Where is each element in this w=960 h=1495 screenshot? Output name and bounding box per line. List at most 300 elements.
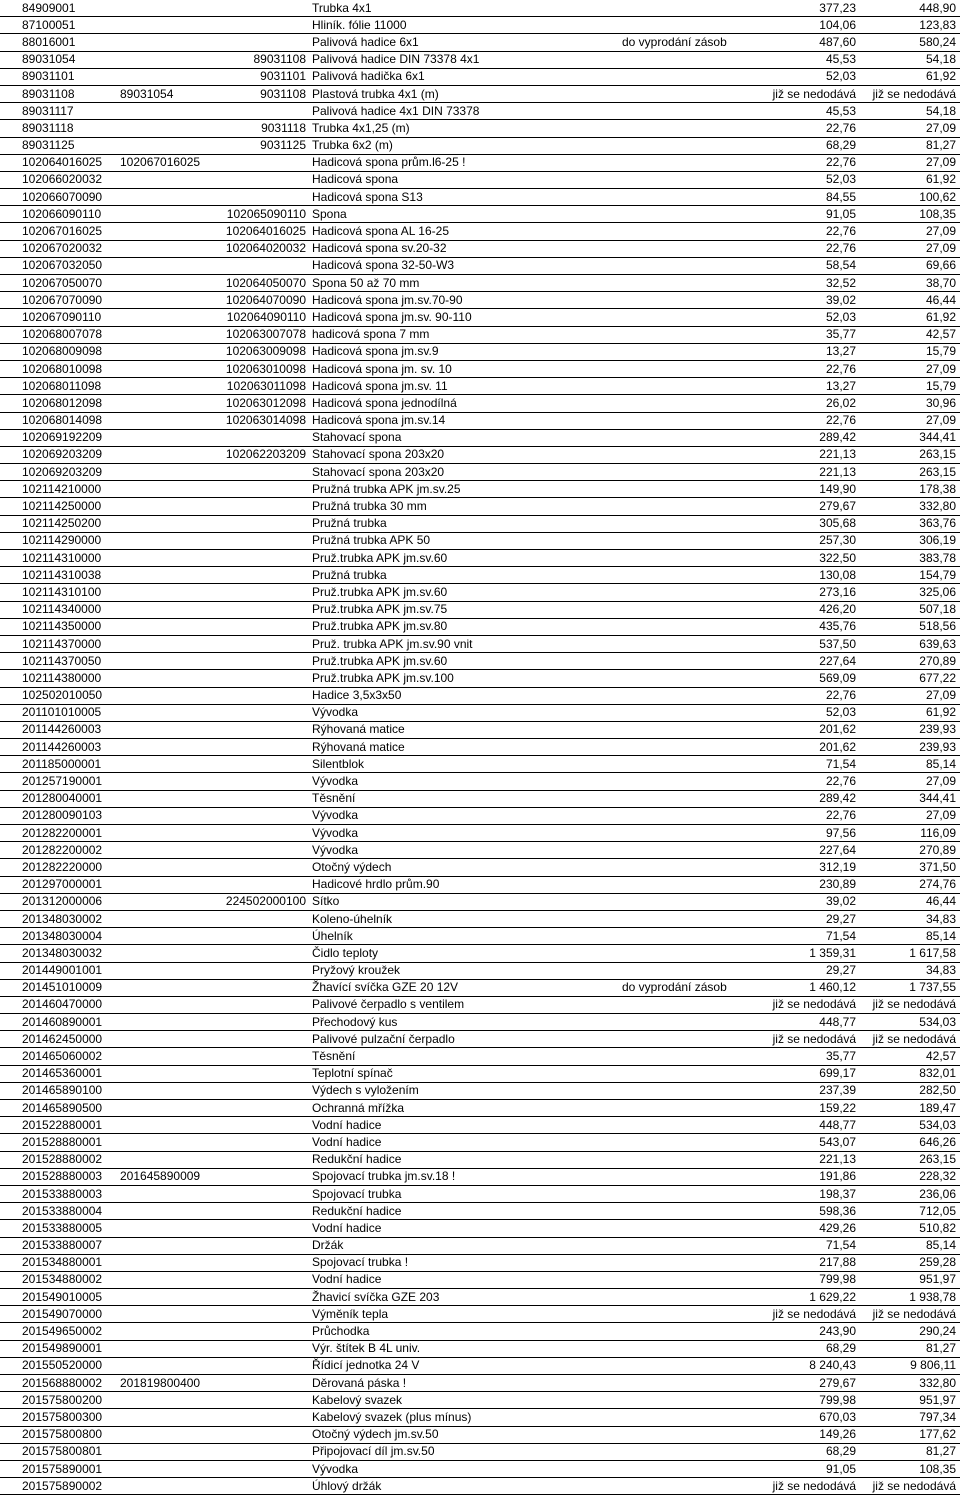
table-row — [0, 876, 960, 893]
price-without-vat: 35,77 — [825, 327, 856, 342]
table-row — [0, 790, 960, 807]
price-cell — [746, 68, 960, 85]
price-cell — [746, 257, 960, 274]
item-code: 102114340000 — [0, 601, 120, 618]
availability-note — [622, 601, 746, 618]
price-with-vat: 1 737,55 — [909, 980, 956, 995]
item-description: Pruž. trubka APK jm.sv.90 vnit — [312, 636, 473, 651]
item-description-cell — [222, 876, 622, 893]
table-row — [0, 1375, 960, 1392]
item-description: Koleno-úhelník — [312, 911, 393, 926]
item-code: 201528880001 — [0, 1134, 120, 1151]
price-without-vat: 537,50 — [819, 636, 856, 651]
alternate-code — [120, 171, 222, 188]
item-code: 102114210000 — [0, 481, 120, 498]
price-without-vat: 543,07 — [819, 1134, 856, 1149]
reference-code: 102063011098 — [226, 378, 306, 393]
price-with-vat: 290,24 — [919, 1324, 956, 1339]
price-cell — [746, 1478, 960, 1495]
table-row — [0, 567, 960, 584]
item-code: 201549890001 — [0, 1340, 120, 1357]
item-description: Vodní hadice — [312, 1272, 382, 1287]
reference-code — [222, 1444, 312, 1459]
item-description-cell — [222, 68, 622, 85]
alternate-code — [120, 1271, 222, 1288]
item-description: Teplotní spínač — [312, 1066, 393, 1081]
item-description: Kabelový svazek — [312, 1392, 403, 1407]
reference-code: 102064070090 — [225, 292, 306, 307]
item-description: Žhavící svíčka GZE 20 12V — [312, 980, 459, 995]
reference-code — [222, 1341, 312, 1356]
price-with-vat: 54,18 — [925, 52, 956, 67]
reference-code: 224502000100 — [225, 894, 306, 909]
availability-note — [622, 1065, 746, 1082]
item-description: Řídicí jednotka 24 V — [312, 1358, 420, 1373]
item-code: 201460470000 — [0, 996, 120, 1013]
price-cell — [746, 876, 960, 893]
availability-note — [622, 1100, 746, 1117]
item-description-cell — [222, 481, 622, 498]
item-description: Těsnění — [312, 1049, 356, 1064]
table-row — [0, 532, 960, 549]
item-description: Úhlový držák — [312, 1478, 382, 1493]
table-row — [0, 1357, 960, 1374]
item-code: 201549650002 — [0, 1323, 120, 1340]
table-row — [0, 515, 960, 532]
price-with-vat: 951,97 — [919, 1272, 956, 1287]
reference-code — [222, 963, 312, 978]
price-without-vat: již se nedodává — [772, 86, 856, 101]
price-with-vat: 27,09 — [925, 120, 956, 135]
item-code: 102068012098 — [0, 395, 120, 412]
item-description: Spojovací trubka ! — [312, 1255, 409, 1270]
item-code: 102066090110 — [0, 206, 120, 223]
price-with-vat: 263,15 — [919, 1152, 956, 1167]
item-code: 201533880004 — [0, 1203, 120, 1220]
item-code: 201462450000 — [0, 1031, 120, 1048]
reference-code: 102062203209 — [225, 447, 306, 462]
alternate-code — [120, 1409, 222, 1426]
availability-note — [622, 1460, 746, 1477]
item-description: Plastová trubka 4x1 (m) — [312, 86, 439, 101]
price-without-vat: již se nedodává — [772, 1478, 856, 1493]
table-row — [0, 481, 960, 498]
price-with-vat: 9 806,11 — [910, 1358, 956, 1373]
price-without-vat: 201,62 — [819, 739, 856, 754]
reference-code — [222, 190, 312, 205]
availability-note — [622, 1048, 746, 1065]
item-code: 201528880002 — [0, 1151, 120, 1168]
availability-note — [622, 120, 746, 137]
table-row — [0, 34, 960, 51]
reference-code — [222, 705, 312, 720]
alternate-code — [120, 1117, 222, 1134]
price-without-vat: 312,19 — [819, 859, 856, 874]
reference-code — [222, 1307, 312, 1322]
item-code: 201575890001 — [0, 1460, 120, 1477]
reference-code — [222, 1049, 312, 1064]
availability-note — [622, 292, 746, 309]
item-description-cell — [222, 1271, 622, 1288]
availability-note — [622, 670, 746, 687]
reference-code: 9031118 — [261, 120, 306, 135]
table-row — [0, 1220, 960, 1237]
availability-note — [622, 189, 746, 206]
price-without-vat: 426,20 — [819, 602, 856, 617]
availability-note — [622, 171, 746, 188]
price-without-vat: 230,89 — [819, 877, 856, 892]
item-description-cell — [222, 687, 622, 704]
item-description-cell — [222, 378, 622, 395]
price-cell — [746, 893, 960, 910]
price-with-vat: 677,22 — [919, 670, 956, 685]
price-with-vat: 239,93 — [919, 722, 956, 737]
availability-note — [622, 309, 746, 326]
availability-note — [622, 893, 746, 910]
availability-note — [622, 498, 746, 515]
item-description-cell — [222, 945, 622, 962]
item-description-cell — [222, 1375, 622, 1392]
item-code: 102068011098 — [0, 378, 120, 395]
item-description: Hadicová spona jm.sv. 90-110 — [312, 309, 472, 324]
price-cell — [746, 532, 960, 549]
reference-code — [222, 757, 312, 772]
price-cell — [746, 807, 960, 824]
reference-code — [222, 155, 312, 170]
item-code: 201550520000 — [0, 1357, 120, 1374]
item-description: Pružná trubka — [312, 567, 387, 582]
price-with-vat: 61,92 — [925, 69, 956, 84]
item-code: 102068007078 — [0, 326, 120, 343]
price-cell — [746, 1254, 960, 1271]
table-row — [0, 1392, 960, 1409]
item-code: 201348030032 — [0, 945, 120, 962]
item-description-cell — [222, 1134, 622, 1151]
item-code: 102068009098 — [0, 343, 120, 360]
alternate-code — [120, 773, 222, 790]
price-without-vat: 26,02 — [825, 395, 856, 410]
availability-note — [622, 1254, 746, 1271]
item-description-cell — [222, 103, 622, 120]
alternate-code — [120, 464, 222, 481]
price-with-vat: 61,92 — [925, 309, 956, 324]
alternate-code — [120, 1185, 222, 1202]
item-code: 201575800300 — [0, 1409, 120, 1426]
reference-code — [222, 722, 312, 737]
availability-note — [622, 68, 746, 85]
price-with-vat: 639,63 — [919, 636, 956, 651]
item-description: Hliník. fólie 11000 — [312, 17, 407, 32]
item-description-cell — [222, 1323, 622, 1340]
price-with-vat: 46,44 — [925, 894, 956, 909]
table-row — [0, 498, 960, 515]
item-code: 201575800800 — [0, 1426, 120, 1443]
item-code: 102114350000 — [0, 618, 120, 635]
availability-note — [622, 1151, 746, 1168]
price-cell — [746, 171, 960, 188]
item-code: 201533880007 — [0, 1237, 120, 1254]
availability-note — [622, 1306, 746, 1323]
item-description-cell — [222, 756, 622, 773]
item-description-cell — [222, 704, 622, 721]
price-cell — [746, 395, 960, 412]
price-without-vat: 569,09 — [819, 670, 856, 685]
alternate-code — [120, 584, 222, 601]
price-cell — [746, 1151, 960, 1168]
availability-note — [622, 756, 746, 773]
price-with-vat: 81,27 — [925, 1444, 956, 1459]
table-row — [0, 1203, 960, 1220]
table-row — [0, 704, 960, 721]
price-without-vat: 84,55 — [825, 189, 856, 204]
alternate-code — [120, 343, 222, 360]
item-code: 102114310038 — [0, 567, 120, 584]
item-description-cell — [222, 1014, 622, 1031]
item-description-cell — [222, 515, 622, 532]
price-with-vat: 46,44 — [925, 292, 956, 307]
price-without-vat: 243,90 — [819, 1324, 856, 1339]
price-cell — [746, 189, 960, 206]
price-cell — [746, 1306, 960, 1323]
item-code: 201460890001 — [0, 1014, 120, 1031]
alternate-code — [120, 1203, 222, 1220]
price-without-vat: 257,30 — [819, 533, 856, 548]
reference-code — [222, 619, 312, 634]
item-description: Pruž.trubka APK jm.sv.60 — [312, 653, 448, 668]
reference-code — [222, 258, 312, 273]
alternate-code — [120, 859, 222, 876]
price-cell — [746, 1443, 960, 1460]
alternate-code — [120, 498, 222, 515]
item-description: Spona — [312, 206, 347, 221]
alternate-code — [120, 1048, 222, 1065]
price-without-vat: 279,67 — [819, 1375, 856, 1390]
item-description: Trubka 6x2 (m) — [312, 138, 393, 153]
price-cell — [746, 1100, 960, 1117]
price-without-vat: 217,88 — [819, 1255, 856, 1270]
price-without-vat: 1 629,22 — [809, 1289, 856, 1304]
availability-note — [622, 807, 746, 824]
price-with-vat: 274,76 — [919, 877, 956, 892]
item-description-cell — [222, 601, 622, 618]
price-cell — [746, 206, 960, 223]
price-without-vat: 22,76 — [825, 155, 856, 170]
alternate-code — [120, 0, 222, 17]
price-with-vat: 951,97 — [919, 1392, 956, 1407]
item-description: Vývodka — [312, 774, 359, 789]
price-with-vat: 239,93 — [919, 739, 956, 754]
reference-code — [222, 1358, 312, 1373]
availability-note — [622, 1357, 746, 1374]
price-with-vat: 85,14 — [925, 756, 956, 771]
item-description-cell — [222, 1289, 622, 1306]
price-cell — [746, 1134, 960, 1151]
table-row — [0, 1048, 960, 1065]
item-code: 201280040001 — [0, 790, 120, 807]
item-description: hadicová spona 7 mm — [312, 327, 430, 342]
item-code: 201282200001 — [0, 825, 120, 842]
alternate-code — [120, 292, 222, 309]
reference-code — [222, 1462, 312, 1477]
availability-note — [622, 0, 746, 17]
price-cell — [746, 378, 960, 395]
price-cell — [746, 240, 960, 257]
price-cell — [746, 618, 960, 635]
item-description: Pruž.trubka APK jm.sv.60 — [312, 550, 448, 565]
price-with-vat: 344,41 — [919, 430, 956, 445]
price-without-vat: 52,03 — [825, 172, 856, 187]
price-cell — [746, 360, 960, 377]
alternate-code: 201819800400 — [120, 1375, 222, 1392]
item-description: Palivové pulzační čerpadlo — [312, 1031, 455, 1046]
reference-code — [222, 860, 312, 875]
reference-code — [222, 1187, 312, 1202]
item-code: 102069203209 — [0, 446, 120, 463]
price-with-vat: 15,79 — [925, 344, 956, 359]
price-cell — [746, 567, 960, 584]
reference-code — [222, 1393, 312, 1408]
reference-code — [222, 551, 312, 566]
price-with-vat: již se nedodává — [872, 997, 956, 1012]
price-without-vat: 52,03 — [825, 69, 856, 84]
alternate-code — [120, 481, 222, 498]
reference-code: 9031101 — [260, 69, 306, 84]
item-description-cell — [222, 464, 622, 481]
item-description-cell — [222, 618, 622, 635]
alternate-code — [120, 17, 222, 34]
price-with-vat: 177,62 — [919, 1427, 956, 1442]
price-cell — [746, 1289, 960, 1306]
item-code: 89031108 — [0, 85, 120, 102]
alternate-code — [120, 825, 222, 842]
price-with-vat: 344,41 — [919, 791, 956, 806]
item-description: Žhavicí svíčka GZE 203 — [312, 1289, 440, 1304]
item-code: 201144260003 — [0, 739, 120, 756]
price-without-vat: 52,03 — [825, 705, 856, 720]
item-code: 201449001001 — [0, 962, 120, 979]
reference-code — [222, 1066, 312, 1081]
price-with-vat: 61,92 — [925, 172, 956, 187]
item-code: 84909001 — [0, 0, 120, 17]
availability-note — [622, 223, 746, 240]
alternate-code — [120, 910, 222, 927]
item-description-cell — [222, 739, 622, 756]
price-cell — [746, 1392, 960, 1409]
alternate-code — [120, 120, 222, 137]
item-description: Vodní hadice — [312, 1134, 382, 1149]
alternate-code — [120, 807, 222, 824]
item-description: Stahovací spona — [312, 430, 402, 445]
item-description: Pružná trubka 30 mm — [312, 499, 427, 514]
price-with-vat: 332,80 — [919, 1375, 956, 1390]
price-without-vat: 279,67 — [819, 499, 856, 514]
price-cell — [746, 635, 960, 652]
table-row — [0, 1237, 960, 1254]
availability-note — [622, 618, 746, 635]
table-row — [0, 275, 960, 292]
item-code: 89031101 — [0, 68, 120, 85]
item-description-cell — [222, 635, 622, 652]
item-description: Stahovací spona 203x20 — [312, 464, 445, 479]
item-description: Vodní hadice — [312, 1117, 382, 1132]
price-with-vat: 518,56 — [919, 619, 956, 634]
table-row — [0, 1014, 960, 1031]
alternate-code — [120, 945, 222, 962]
table-row — [0, 1031, 960, 1048]
reference-code — [222, 1135, 312, 1150]
item-description-cell — [222, 790, 622, 807]
availability-note — [622, 481, 746, 498]
table-row — [0, 756, 960, 773]
item-description-cell — [222, 1168, 622, 1185]
reference-code — [222, 1015, 312, 1030]
alternate-code — [120, 842, 222, 859]
table-row — [0, 550, 960, 567]
price-cell — [746, 1340, 960, 1357]
price-without-vat: 68,29 — [825, 1341, 856, 1356]
availability-note — [622, 910, 746, 927]
price-without-vat: 22,76 — [825, 241, 856, 256]
table-row — [0, 1065, 960, 1082]
item-description-cell — [222, 343, 622, 360]
table-row — [0, 1168, 960, 1185]
item-code: 201534880002 — [0, 1271, 120, 1288]
price-with-vat: 27,09 — [925, 774, 956, 789]
availability-note — [622, 257, 746, 274]
reference-code — [222, 1290, 312, 1305]
price-cell — [746, 1271, 960, 1288]
price-without-vat: 435,76 — [819, 619, 856, 634]
availability-note — [622, 1409, 746, 1426]
alternate-code — [120, 1392, 222, 1409]
alternate-code — [120, 1031, 222, 1048]
item-description: Redukční hadice — [312, 1203, 402, 1218]
price-without-vat: 71,54 — [825, 756, 856, 771]
price-cell — [746, 1460, 960, 1477]
table-row — [0, 979, 960, 996]
item-description: Průchodka — [312, 1324, 370, 1339]
price-with-vat: 34,83 — [925, 911, 956, 926]
item-code: 88016001 — [0, 34, 120, 51]
item-description: Připojovací díl jm.sv.50 — [312, 1444, 435, 1459]
table-row — [0, 1151, 960, 1168]
item-description-cell — [222, 171, 622, 188]
item-description: Stahovací spona 203x20 — [312, 447, 445, 462]
price-cell — [746, 721, 960, 738]
price-cell — [746, 1048, 960, 1065]
item-description-cell — [222, 962, 622, 979]
item-description: Palivová hadička 6x1 — [312, 69, 425, 84]
alternate-code — [120, 1134, 222, 1151]
item-description: Hadicová spona jm.sv. 11 — [312, 378, 448, 393]
price-without-vat: 221,13 — [819, 1152, 856, 1167]
price-cell — [746, 790, 960, 807]
item-description-cell — [222, 292, 622, 309]
item-description-cell — [222, 326, 622, 343]
price-with-vat: již se nedodává — [872, 86, 956, 101]
item-description: Úhelník — [312, 928, 353, 943]
price-without-vat: 289,42 — [819, 430, 856, 445]
item-code: 201144260003 — [0, 721, 120, 738]
table-row — [0, 223, 960, 240]
table-row — [0, 0, 960, 17]
reference-code: 102063007078 — [225, 327, 306, 342]
price-without-vat: již se nedodává — [772, 1031, 856, 1046]
price-without-vat: 29,27 — [825, 911, 856, 926]
availability-note — [622, 378, 746, 395]
availability-note — [622, 446, 746, 463]
price-without-vat: 32,52 — [825, 275, 856, 290]
